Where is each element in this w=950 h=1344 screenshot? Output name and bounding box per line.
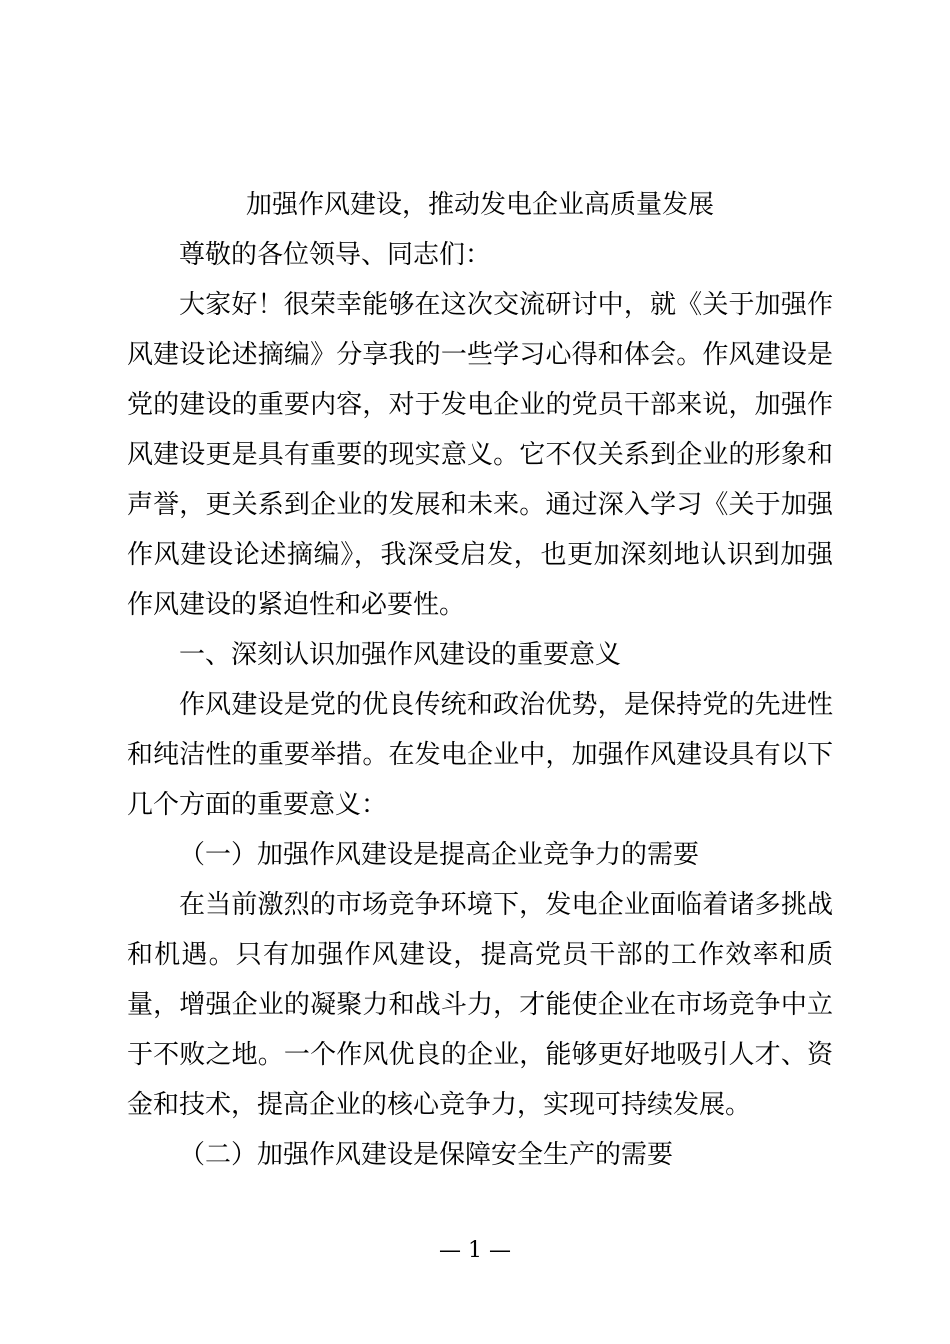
subsection-heading-2: （二）加强作风建设是保障安全生产的需要 [179, 1140, 674, 1170]
paragraph-significance: 作风建设是党的优良传统和政治优势，是保持党的先进性和纯洁性的重要举措。在发电企业中，加强作风建设具有以下几个方面的重要意义： [127, 690, 833, 820]
document-page [127, 180, 833, 1180]
document-title: 加强作风建设，推动发电企业高质量发展 [245, 190, 714, 220]
page-number: — 1 — [439, 1238, 511, 1263]
section-heading-1: 一、深刻认识加强作风建设的重要意义 [179, 640, 622, 670]
subsection-heading-1: （一）加强作风建设是提高企业竞争力的需要 [179, 840, 700, 870]
paragraph-competitiveness: 在当前激烈的市场竞争环境下，发电企业面临着诸多挑战和机遇。只有加强作风建设，提高党员干部的工作效率和质量，增强企业的凝聚力和战斗力，才能使企业在市场竞争中立于不败之地。一个作风优良的企业，能够更好地吸引人才、资金和技术，提高企业的核心竞争力，实现可持续发展。 [127, 890, 833, 1120]
greeting: 尊敬的各位领导、同志们： [179, 240, 492, 270]
paragraph-intro: 大家好！很荣幸能够在这次交流研讨中，就《关于加强作风建设论述摘编》分享我的一些学习心得和体会。作风建设是党的建设的重要内容，对于发电企业的党员干部来说，加强作风建设更是具有重要的现实意义。它不仅关系到企业的形象和声誉，更关系到企业的发展和未来。通过深入学习《关于加强作风建设论述摘编》，我深受启发，也更加深刻地认识到加强作风建设的紧迫性和必要性。 [127, 290, 833, 620]
